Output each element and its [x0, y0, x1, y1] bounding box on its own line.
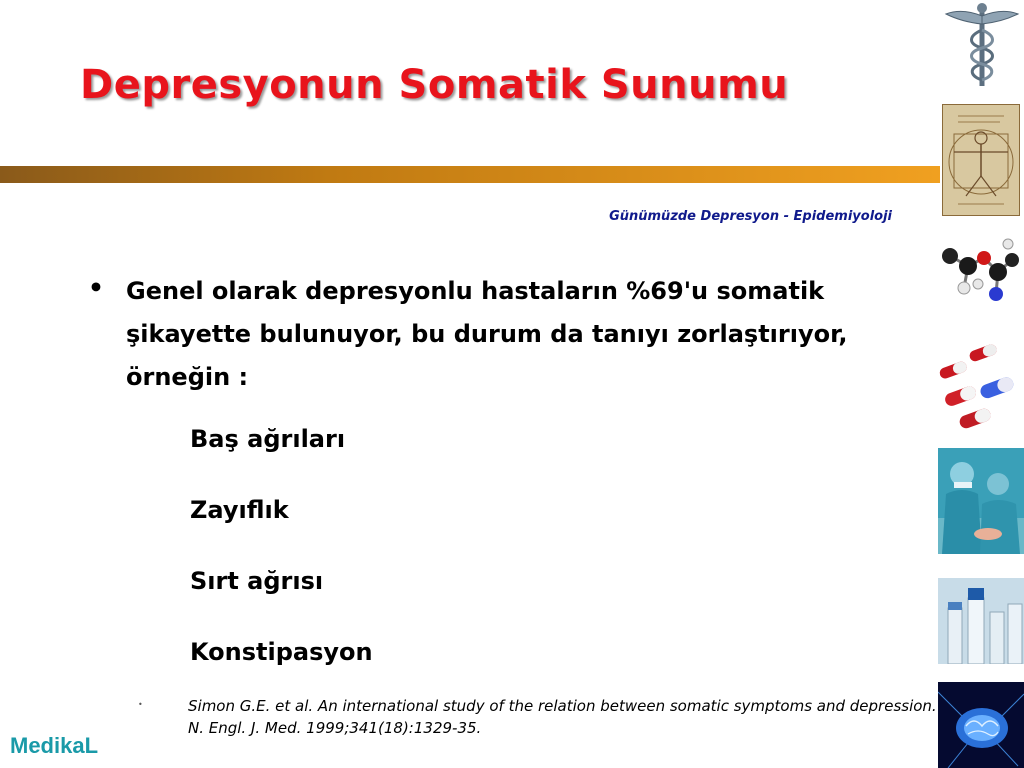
caduceus-icon	[938, 0, 1024, 92]
symptom-item: Sırt ağrısı	[190, 567, 324, 595]
main-bullet-text: Genel olarak depresyonlu hastaların %69'u somatik şikayette bulunuyor, bu durum da tanıyı zorlaştırıyor, örneğin :	[126, 277, 848, 391]
symptom-item: Konstipasyon	[190, 638, 373, 666]
bullet-marker: •	[88, 273, 104, 302]
pills-image	[938, 336, 1024, 434]
symptom-item: Baş ağrıları	[190, 425, 346, 453]
molecule-image	[938, 226, 1024, 318]
symptom-item: Zayıflık	[190, 496, 289, 524]
reference-citation: Simon G.E. et al. An international study of the relation between somatic symptoms and depression. N. Engl. J. Med. 1999;341(18):1329-35.	[188, 697, 937, 737]
slide-subtitle: Günümüzde Depresyon - Epidemiyoloji	[609, 209, 892, 224]
surgeons-image	[938, 448, 1024, 554]
title-divider-bar	[0, 166, 940, 183]
reference-bullet: •	[138, 700, 143, 709]
medikal-logo: MedikaL	[10, 733, 99, 758]
test-tubes-image	[938, 578, 1024, 664]
slide-title: Depresyonun Somatik Sunumu	[80, 62, 789, 108]
brain-image	[938, 682, 1024, 768]
vitruvian-man-image	[942, 104, 1020, 216]
